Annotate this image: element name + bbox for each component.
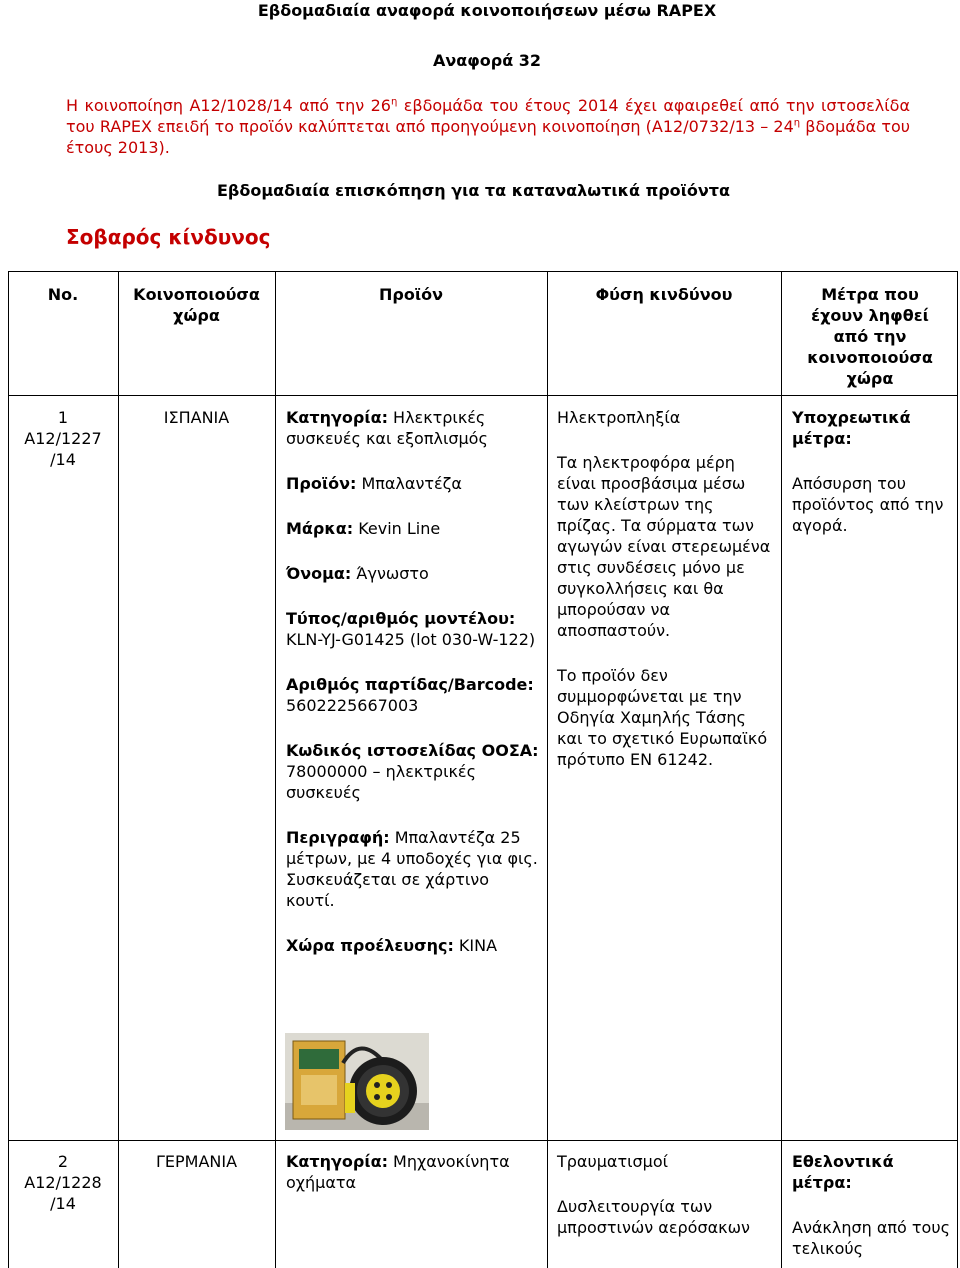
weekly-overview-title: Εβδομαδιαία επισκόπηση για τα καταναλωτικά προϊόντα	[217, 181, 730, 200]
row1-product-details: Κατηγορία: Ηλεκτρικές συσκευές και εξοπλισμός Προϊόν: Μπαλαντέζα Μάρκα: Kevin Line Όνομα: Άγνωστο Τύπος/αριθμός μοντέλου: KLN-YJ-G01425 (lot 030-W-122) Αριθμός παρτίδας/Barcode: 5602225667003 Κωδικός ιστοσελίδας ΟΟΣΑ: 78000000 – ηλεκτρικές συσκευές Περιγραφή: Μπαλαντέζα 25 μέτρων, με 4 υποδοχές για φις. Συσκευάζεται σε χάρτινο κουτί. Χώρα προέλευσης: ΚΙΝΑ	[286, 408, 539, 955]
row2-number: 2 A12/1228 /14	[24, 1152, 102, 1213]
row1-country: ΙΣΠΑΝΙΑ	[163, 408, 230, 427]
row1-number: 1 A12/1227 /14	[24, 408, 102, 469]
risk-level-heading: Σοβαρός κίνδυνος	[66, 225, 271, 249]
report-heading: Εβδομαδιαία αναφορά κοινοποιήσεων μέσω RAPEX	[257, 1, 717, 20]
product-photo	[285, 1033, 429, 1130]
col-header-product: Προϊόν	[379, 285, 443, 304]
row2-measures: Εθελοντικά μέτρα: Ανάκληση από τους τελικούς	[792, 1152, 950, 1258]
row2-product-details: Κατηγορία: Μηχανοκίνητα οχήματα	[286, 1152, 510, 1192]
col-header-risk: Φύση κινδύνου	[595, 285, 733, 304]
row2-country: ΓΕΡΜΑΝΙΑ	[155, 1152, 238, 1171]
removal-notice: Η κοινοποίηση A12/1028/14 από την $26^\eta$ εβδομάδα του έτους 2014 έχει αφαιρεθεί από την ιστοσελίδα του RAPEX επειδή το προϊόν καλύπτεται από προηγούμενη κοινοποίηση ($A12/0732/13 - 24^\eta$ βδομάδα του έτους 2013).	[66, 96, 911, 157]
row2-risk: Τραυματισμοί Δυσλειτουργία των μπροστινών αερόσακων	[557, 1152, 750, 1237]
row1-measures: Υποχρεωτικά μέτρα: Απόσυρση του προϊόντος από την αγορά.	[792, 408, 944, 535]
col-header-measures: Μέτρα που έχουν ληφθεί από την κοινοποιούσα χώρα	[807, 285, 933, 388]
col-header-country: Κοινοποιούσα χώρα	[133, 285, 260, 325]
report-number: Αναφορά 32	[432, 51, 542, 70]
col-header-no: No.	[47, 285, 79, 304]
row1-risk: Ηλεκτροπληξία Τα ηλεκτροφόρα μέρη είναι προσβάσιμα μέσω των κλείστρων της πρίζας. Τα σύρματα των αγωγών είναι στερεωμένα στις συνδέσεις μόνο με συγκολλήσεις και θα μπορούσαν να αποσπαστούν. Το προϊόν δεν συμμορφώνεται με την Οδηγία Χαμηλής Τάσης και το σχετικό Ευρωπαϊκό πρότυπο EN 61242.	[557, 408, 771, 769]
